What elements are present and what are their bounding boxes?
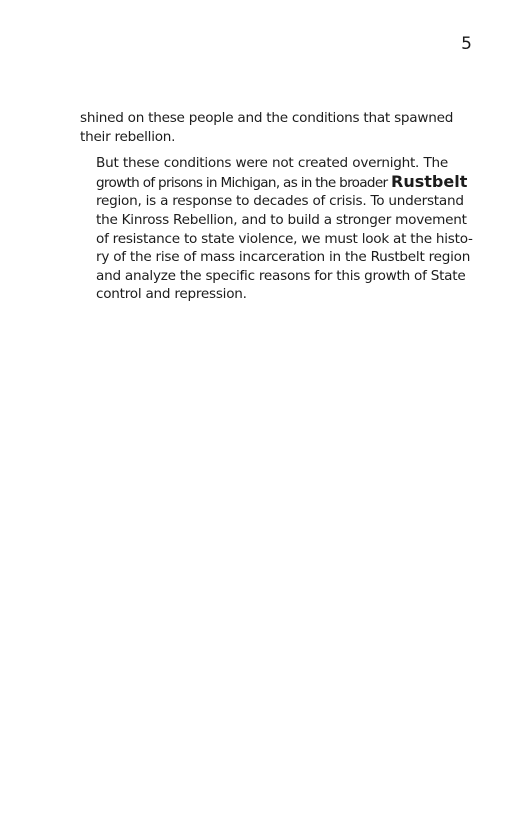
text-line: their rebellion.: [80, 128, 176, 145]
text-segment: growth of prisons in Michigan, as in the broader: [96, 174, 388, 191]
text-line: shined on these people and the conditions that spawned: [80, 110, 454, 126]
paragraph-2: [80, 154, 473, 304]
text-line: and analyze the specific reasons for this growth of State: [96, 267, 466, 284]
paragraph-1: [80, 109, 454, 146]
text-line: region, is a response to decades of crisis. To understand: [96, 193, 464, 210]
text-line: the Kinross Rebellion, and to build a stronger movement: [96, 211, 467, 228]
text-line: control and repression.: [96, 286, 247, 303]
text-line: of resistance to state violence, we must look at the histo-: [96, 230, 473, 247]
body-text: [80, 109, 473, 304]
text-line: But these conditions were not created overnight. The: [96, 155, 448, 172]
page-number: 5: [461, 34, 472, 54]
text-line: [80, 171, 468, 193]
emphasized-word: Rustbelt: [391, 171, 468, 191]
text-line: ry of the rise of mass incarceration in the Rustbelt region: [96, 249, 471, 266]
